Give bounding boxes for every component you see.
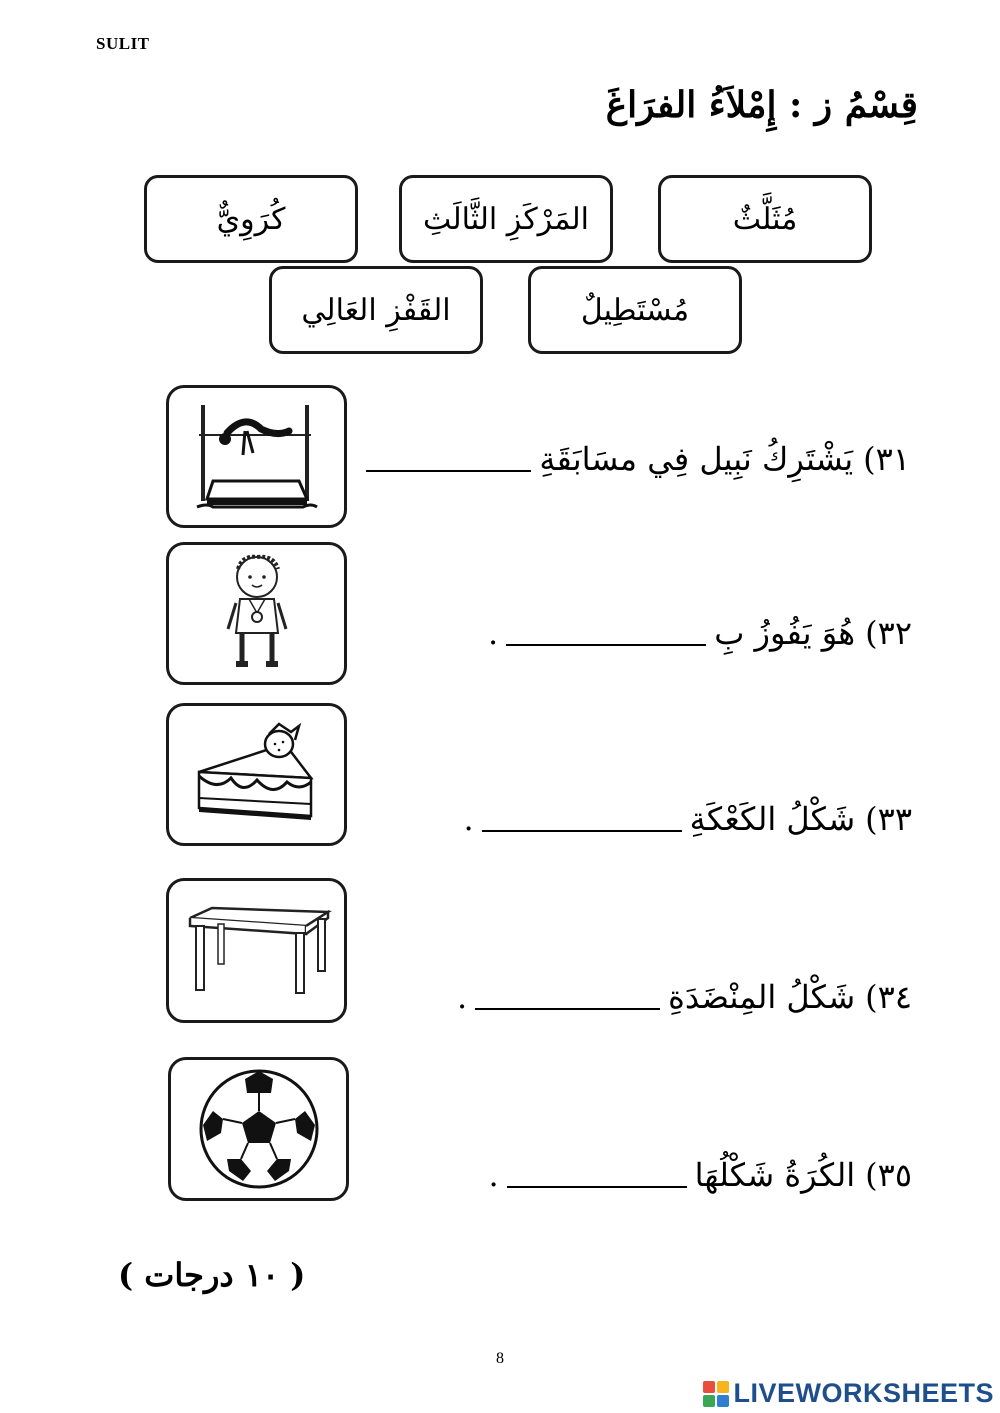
question-number: ٣٥) [865,1156,912,1194]
liveworksheets-logo-icon [703,1381,729,1407]
sulit-label: SULIT [96,34,150,53]
question-text: هُوَ يَفُوزُ بِ [714,614,856,652]
question-number: ٣٣) [865,800,912,838]
table-icon [182,906,332,996]
question-text: شَكْلُ الكَعْكَةِ [689,800,856,838]
question-text: يَشْتَرِكُ نَبِيل فِي مسَابَقَةِ [539,440,854,478]
liveworksheets-brand [703,1378,994,1409]
picture-cake-slice [166,703,347,846]
question-end: . [488,1156,499,1194]
answer-blank[interactable] [506,643,706,646]
question-number: ٣٤) [865,978,912,1016]
question-end: . [488,614,499,652]
cake-slice-icon [187,720,327,830]
medal-boy-icon [212,551,302,676]
picture-football [168,1057,349,1201]
question-end: . [456,978,468,1016]
football-icon [197,1067,321,1191]
answer-blank[interactable] [482,829,682,832]
question-33 [464,800,913,838]
answer-blank[interactable] [475,1007,660,1010]
high-jump-icon [187,399,327,514]
question-number: ٣٢) [865,614,912,652]
question-32 [488,614,912,652]
question-end: . [463,800,474,838]
brand-text: LIVEWORKSHEETS [733,1378,994,1408]
question-35 [488,1156,912,1194]
word-bank-item: القَفْزِ العَالِي [269,266,483,354]
question-number: ٣١) [863,440,910,478]
question-31 [358,440,910,478]
answer-blank[interactable] [507,1185,687,1188]
word-bank-item: المَرْكَزِ الثَّالَثِ [399,175,613,263]
question-text: شَكْلُ المِنْضَدَةِ [668,978,856,1016]
question-34 [457,978,912,1016]
picture-high-jump [166,385,347,528]
word-bank-item: مُثَلَّثٌ [658,175,872,263]
picture-medal-boy [166,542,347,685]
answer-blank[interactable] [366,469,531,472]
section-title: قِسْمُ ز : إِمْلاَءُ الفرَاغَ [605,84,918,126]
word-bank-item: كُرَوِيٌّ [144,175,358,263]
picture-table [166,878,347,1023]
word-bank-item: مُسْتَطِيلٌ [528,266,742,354]
page-number: 8 [496,1350,504,1367]
total-marks: ( ١٠ درجات ) [118,1256,306,1294]
question-text: الكُرَةُ شَكْلُهَا [694,1156,856,1194]
